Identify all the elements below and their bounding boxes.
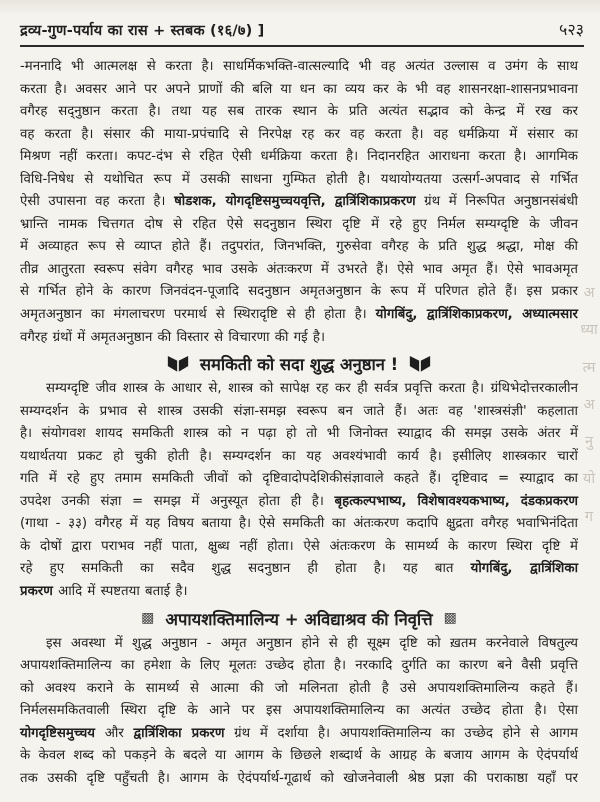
text-line: के दोषों द्वारा पराभव नहीं पाता, क्षुब्ध नहीं होता। ऐसे अंतःकरण के सामर्थ्य के कारण स्थिरा दृष्टि में [20, 538, 578, 554]
margin-note-letter: ध्या [580, 322, 598, 339]
text-line: वगैरह सद्नुष्ठान करता है। तथा यह सब तारक स्थान के प्रति अत्यंत सद्भाव को केन्द्र में रख कर [20, 104, 578, 120]
text-line: वह करता है। संसार की माया-प्रपंचादि से निरपेक्ष रह कर वह करता है। वह धर्मक्रिया में संसार का [20, 126, 578, 142]
page-header [20, 18, 584, 47]
margin-note-letter: त्म [582, 359, 596, 376]
text-line: करता है। अवसर आने पर अपने प्राणों की बलि या धन का व्यय कर के भी वह शासनरक्षा-शासनप्रभावना [20, 81, 578, 97]
text-line: प्रकरण आदि में स्पष्टतया बताई है। [20, 584, 188, 600]
text-line: (गाथा - ३३) वगैरह में यह विषय बताया है। ऐसे समकिती का अंतःकरण कदापि क्षुद्रता वगैरह भवाभिनंदिता [20, 516, 578, 532]
text-line: सम्यग्दर्शन के प्रभाव से शास्त्र उसकी संज्ञा-समझ स्वरूप बन जाते हैं। अतः वह 'शास्त्रसंज्ञी' कहलाता [20, 403, 578, 419]
text-line: तक उसकी दृष्टि पहुँचती है। आगम के ऐदंपर्यार्थ-गूढार्थ को खोजनेवाली श्रेष्ठ प्रज्ञा की पराकाष्ठा यहाँ पर [20, 770, 578, 786]
checkered-square-icon: ▩ [141, 610, 155, 627]
text-line: निर्मलसमकितवाली स्थिरा दृष्टि के आने पर इस अपायशक्तिमालिन्य का अत्यंत उच्छेद होता है। ऐसा [20, 703, 578, 719]
open-book-icon [167, 355, 189, 373]
section-heading-1 [20, 350, 578, 377]
margin-note-letter: ग [584, 508, 594, 525]
section-heading-2-text: अपायशक्तिमालिन्य + अविद्याश्रव की निवृत्ति [165, 609, 433, 629]
text-line: के केवल शब्द को पकड़ने के बदले या आगम के छिछले शब्दार्थ के आग्रह के बजाय आगम के ऐदंपर्यार्थ [20, 748, 578, 764]
text-line: गति में रहे हुए तमाम समकिती जीवों को दृष्टिवादोपदेशिकीसंज्ञावाले कहते हैं। दृष्टिवाद = स्याद्वाद का [20, 471, 578, 487]
text-line: तीव्र आतुरता स्वरूप संवेग वगैरह भाव उसके अंतःकरण में उभरते हैं। ऐसे भाव अमृत हैं। ऐसे भावअमृत [20, 261, 578, 277]
text-line: विधि-निषेध से यथोचित रूप में उसकी साधना गुम्फित होती है। यथायोग्यतया उत्सर्ग-अपवाद से गर्भित [20, 171, 578, 187]
margin-note-letter: अ [583, 285, 595, 301]
page-body-text [20, 56, 578, 790]
text-line: सम्यग्दृष्टि जीव शास्त्र के आधार से, शास्त्र को सापेक्ष रह कर ही सर्वत्र प्रवृत्ति करता है। ग्रंथिभेदोत्तरकालीन [46, 381, 578, 397]
section-heading-2 [20, 605, 578, 632]
text-line: इस अवस्था में शुद्ध अनुष्ठान - अमृत अनुष्ठान होने से ही सूक्ष्म दृष्टि को ख़तम करनेवाले विषतुल्य [46, 635, 578, 651]
text-line: मिश्रण नहीं करता। कपट-दंभ से रहित ऐसी धर्मक्रिया करता है। निदानरहित आराधना करता है। आगमिक [20, 149, 578, 165]
text-line: भ्रान्ति नामक चित्तगत दोष से रहित ऐसे सदनुष्ठान स्थिरा दृष्टि में रहे हुए निर्मल सम्यग्दृष्टि के जीवन [20, 216, 578, 232]
open-book-icon [409, 355, 431, 373]
margin-note-adhyatma-anuyog [579, 283, 599, 527]
text-line: अमृतअनुष्ठान का मंगलाचरण परमार्थ से स्थिरादृष्टि से ही होता है। योगबिंदु, द्वात्रिंशिकाप्रकरण, अध्यात्मसार [20, 307, 578, 323]
margin-note-letter: नु [584, 434, 594, 451]
margin-note-letter: यो [582, 471, 596, 488]
text-line: में अव्याहत रूप से व्याप्त होते हैं। तदुपरांत, जिनभक्ति, गुरुसेवा वगैरह के प्रति शुद्ध श्रद्धा, मोक्ष की [20, 239, 578, 255]
book-title: द्रव्य-गुण-पर्याय का रास + स्तबक (१६/७) ] [20, 23, 265, 39]
text-line: ऐसी उपासना वह करता है। षोडशक, योगदृष्टिसमुच्चयवृत्ति, द्वात्रिंशिकाप्रकरण ग्रंथ में निरूपित अनुष्ठानसंबंधी [20, 194, 579, 210]
text-line: उपदेश उनकी संज्ञा = समझ में अनुस्यूत होता ही है। बृहत्कल्पभाष्य, विशेषावश्यकभाष्य, दंडकप्रकरण [20, 493, 578, 509]
text-line: वगैरह ग्रंथों में अमृतअनुष्ठान की विस्तार से विचारणा की गई है। [20, 329, 326, 345]
text-line: को अवश्य कराने के सामर्थ्य से आत्मा की जो मलिनता होती है उसे अपायशक्तिमालिन्य कहते हैं। [20, 680, 578, 696]
text-line: अपायशक्तिमालिन्य का हमेशा के लिए मूलतः उच्छेद होता है। नरकादि दुर्गति का कारण बने वैसी प्रवृत्ति [20, 658, 578, 674]
text-line: यथार्थतया प्रकट हो चुकी होती है। सम्यग्दर्शन का यह अवश्यंभावी कार्य है। इसीलिए शास्त्रकार चारों [20, 448, 578, 464]
text-line: रहे हुए समकिती का सदैव शुद्ध सदनुष्ठान ही होता है। यह बात योगबिंदु, द्वात्रिंशिका [20, 561, 579, 577]
checkered-square-icon: ▩ [443, 610, 457, 627]
margin-note-letter: अ [583, 396, 595, 413]
text-line: -मननादि भी आत्मलक्ष से करता है। साधर्मिकभक्ति-वात्सल्यादि भी वह अत्यंत उल्लास व उमंग के साथ [20, 59, 578, 74]
text-line: है। संयोगवश शायद समकिती शास्त्र को न पढ़ा हो तो भी जिनोक्त स्याद्वाद की समझ उसके अंतर में [20, 426, 578, 442]
section-heading-1-text: समकिती को सदा शुद्ध अनुष्ठान ! [199, 355, 399, 375]
text-line: योगदृष्टिसमुच्चय और द्वात्रिंशिका प्रकरण ग्रंथ में दर्शाया है। अपायशक्तिमालिन्य का उच्छेद होने से आगम [20, 725, 578, 741]
page-number: ५२३ [559, 20, 584, 39]
text-line: से गर्भित होने के कारण जिनवंदन-पूजादि सदनुष्ठान अमृतअनुष्ठान के रूप में परिणत होते हैं। इस प्रकार [20, 284, 578, 300]
